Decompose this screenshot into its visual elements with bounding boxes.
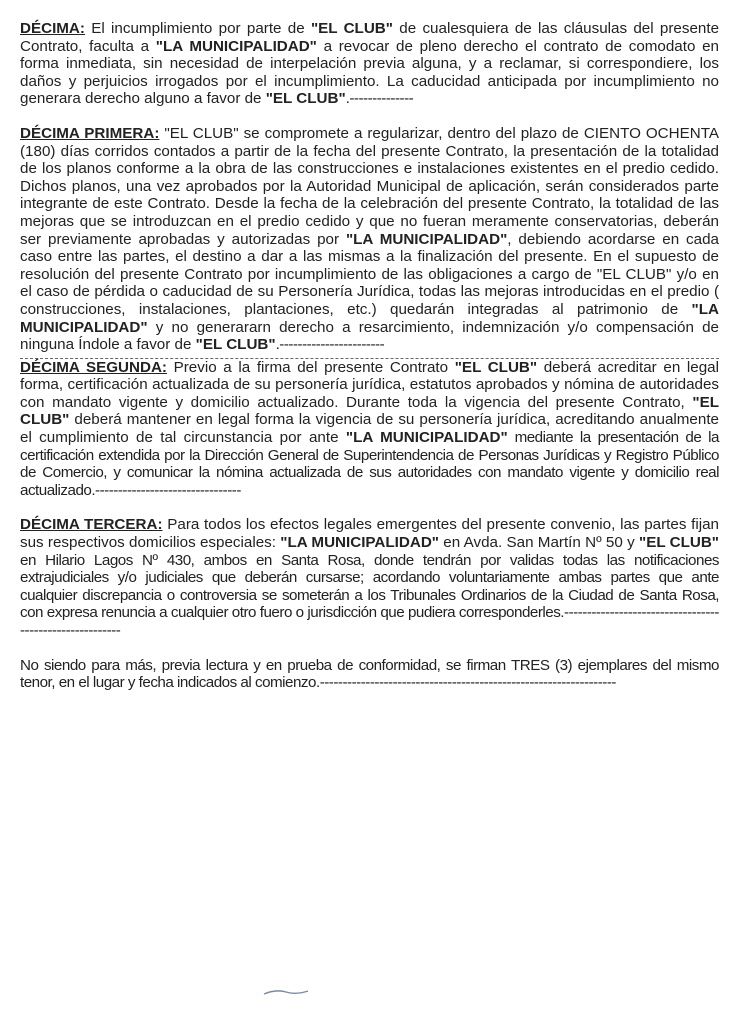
clause-text: .----------------------- [275,336,385,354]
party-name: "EL CLUB" [639,534,720,552]
clause-heading: DÉCIMA: [20,20,85,37]
party-name: "LA MUNICIPALIDAD" [345,429,508,447]
clause-decima-tercera [20,516,719,639]
clause-text: a revocar de pleno derecho el contrato de comodato en forma inmediata, sin necesidad de interpelación previa alguna, y a reclamar, si correspondiere, los daños y perjuicios irrogados por el incumplimiento. La caducidad anticipada por incumplimiento no generara derecho alguno a favor de [20,37,720,108]
party-name: "LA MUNICIPALIDAD" [345,230,508,248]
clause-text: de cualesquiera de las cláusulas del presente Contrato, faculta a [20,20,720,55]
clause-text: Previo a la firma del presente Contrato [166,358,455,376]
clause-text: en Hilario Lagos Nº 430, ambos en Santa Rosa, donde tendrán por validas todas las notificaciones extrajudiciales y/o judiciales que deberán cursarse; acordando voluntariamente ambas partes que ante cualquier discrepancia o controversia se someterán a los Tribunales Ordinarios de la Ciudad de Santa Rosa, con expresa renuncia a cualquier otro fuero o jurisdicción que pudiera corresponderles.-------------------------------------------------------- [20,551,719,639]
clause-text: en Avda. San Martín Nº 50 y [439,534,639,552]
clause-heading: DÉCIMA SEGUNDA: [20,358,167,376]
party-name: "LA MUNICIPALIDAD" [280,534,440,552]
clause-decima-primera [20,125,719,354]
party-name: "EL CLUB" [310,20,393,37]
party-name: "EL CLUB" [195,336,276,354]
closing-paragraph [20,657,719,692]
clause-heading: DÉCIMA PRIMERA: [20,124,160,142]
clause-text: deberá mantener en legal forma la vigencia de su personería jurídica, acreditando anualmente el cumplimiento de tal circunstancia por ante [20,411,719,447]
clause-text: deberá acreditar en legal forma, certificación actualizada de su personería jurídica, estatutos aprobados y nómina de autoridades con mandato vigente y domicilio actualizado. Durante toda la vigencia del presente Contrato, [20,358,719,411]
clause-text: y no generararn derecho a resarcimiento, indemnización y/o compensación de ninguna Índole a favor de [20,318,719,354]
clause-heading: DÉCIMA TERCERA: [20,516,163,534]
clause-decima-segunda [20,359,719,500]
clause-text: Para todos los efectos legales emergentes del presente convenio, las partes fijan sus respectivos domicilios especiales: [20,516,719,552]
clause-text: El incumplimiento por parte de [84,20,311,37]
clause-text: , debiendo acordarse en cada caso entre las partes, el destino a dar a las mismas a la finalización del presente. En el supuesto de resolución del presente Contrato por incumplimiento de las obligaciones a cargo de "EL CLUB" y/o en el caso de pérdida o caducidad de su Personería Jurídica, todas las mejoras introducidas en el predio ( construcciones, instalaciones, plantaciones, etc.) quedarán integradas al patrimonio de [20,230,719,318]
party-name: "EL CLUB" [454,358,538,376]
party-name: "LA MUNICIPALIDAD" [20,300,719,336]
clause-text: .-------------- [345,90,414,108]
clause-decima [20,20,719,108]
clause-text: No siendo para más, previa lectura y en prueba de conformidad, se firman TRES (3) ejemplares del mismo tenor, en el lugar y fecha indicados al comienzo.----------------------------------------------------------------- [20,656,719,692]
party-name: "EL CLUB" [265,90,346,108]
party-name: "EL CLUB" [20,393,719,429]
signature-mark [262,988,310,996]
clause-text: mediante la presentación de la certificación extendida por la Dirección General de Superintendencia de Personas Jurídicas y Registro Público de Comercio, y comunicar la nómina actualizada de sus autoridades con mandato vigente y domicilio real actualizado.-------------------------------- [20,429,720,499]
clause-text: "EL CLUB" se compromete a regularizar, dentro del plazo de CIENTO OCHENTA (180) días corridos contados a partir de la fecha del presente Contrato, la presentación de la totalidad de los planos conforme a la obra de las construcciones e instalaciones existentes en el predio cedido. Dichos planos, una vez aprobados por la Autoridad Municipal de aplicación, serán considerados parte integrante de este Contrato. Desde la fecha de la celebración del presente Contrato, la totalidad de las mejoras que se introduzcan en el predio cedido y que no fueran meramente conservatorias, deberán ser previamente aprobadas y autorizadas por [20,124,719,248]
party-name: "LA MUNICIPALIDAD" [155,37,317,55]
